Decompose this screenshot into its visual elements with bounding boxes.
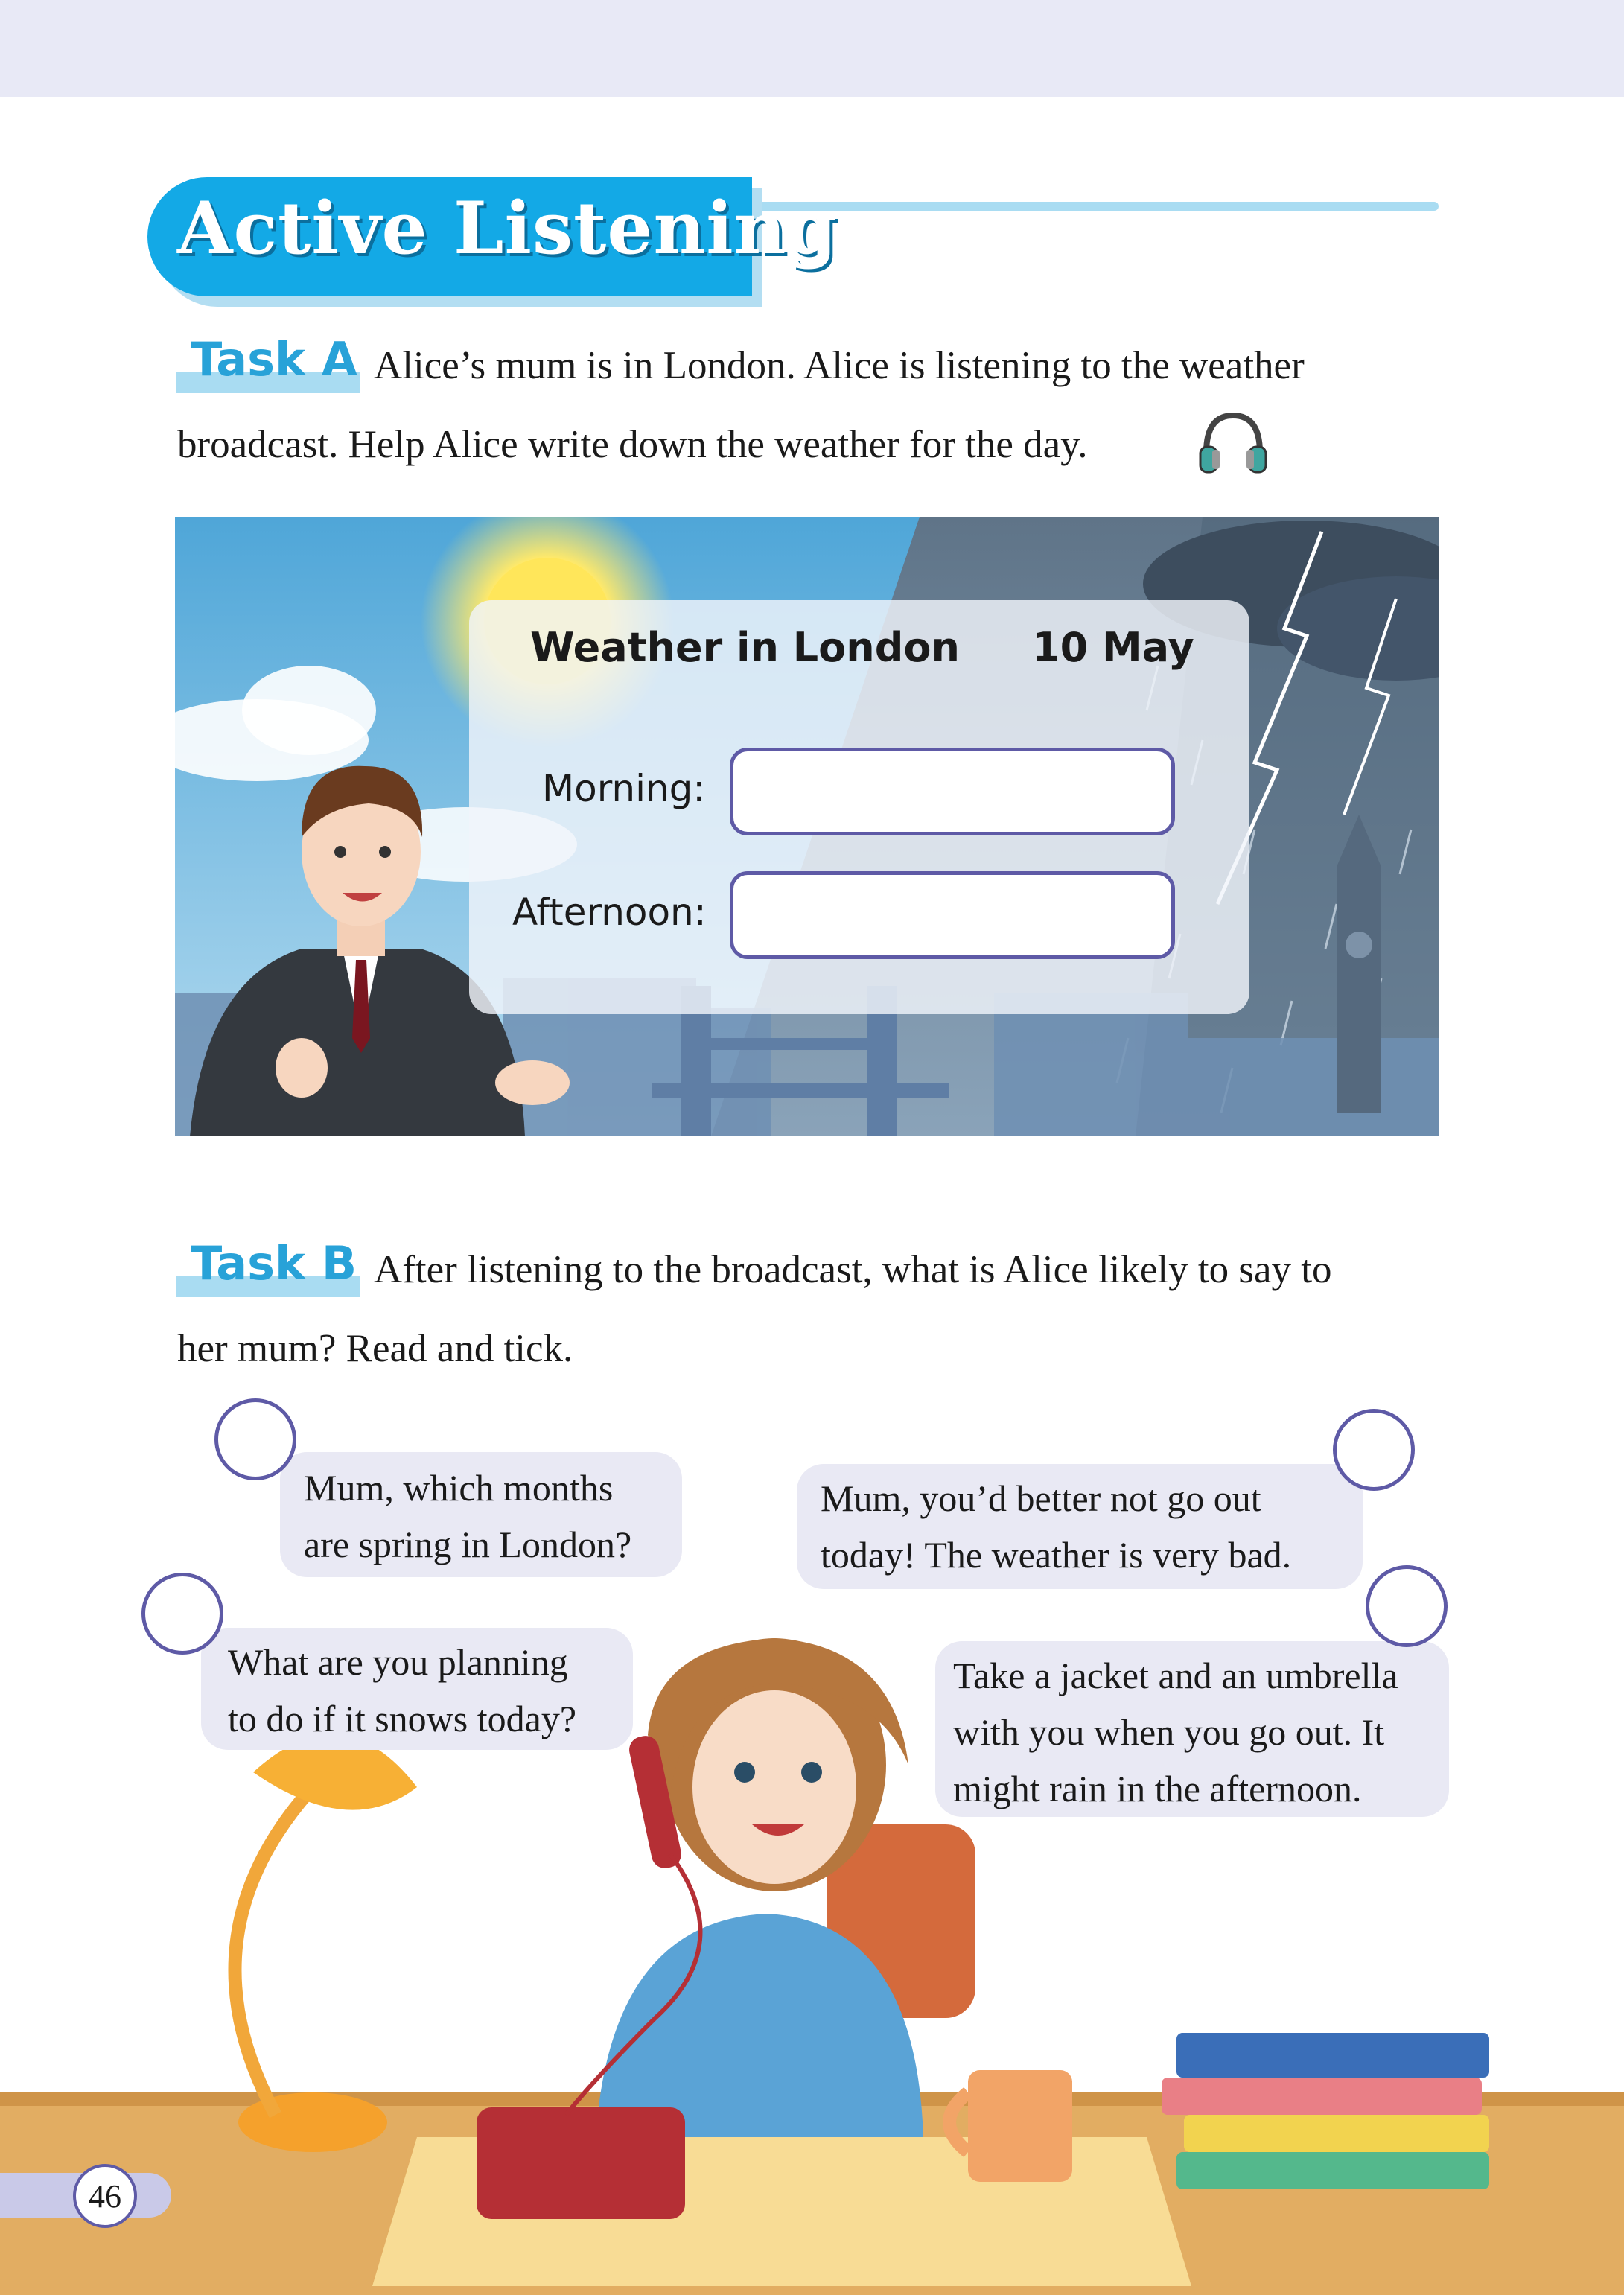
tick-circle-3[interactable]: [141, 1573, 223, 1655]
morning-label: Morning:: [542, 767, 706, 810]
weather-card-title: Weather in London: [530, 624, 960, 671]
heading-rule: [745, 202, 1439, 211]
bubble-3-line-1: What are you planning: [228, 1641, 568, 1683]
bubble-2-line-2: today! The weather is very bad.: [821, 1534, 1292, 1576]
bubble-2-line-1: Mum, you’d better not go out: [821, 1477, 1261, 1519]
bubble-4-line-1: Take a jacket and an umbrella: [953, 1655, 1398, 1696]
task-b-line-2: her mum? Read and tick.: [177, 1327, 573, 1370]
page-number: 46: [89, 2178, 121, 2215]
section-heading: Active Listening: [177, 186, 838, 270]
bubble-3-line-2: to do if it snows today?: [228, 1698, 577, 1739]
task-b-line-1: After listening to the broadcast, what is Alice likely to say to: [374, 1248, 1332, 1291]
headphones-icon: [1197, 408, 1269, 475]
afternoon-answer-box[interactable]: [730, 871, 1175, 959]
bubble-1-line-2: are spring in London?: [304, 1524, 632, 1565]
tick-circle-1[interactable]: [214, 1398, 296, 1480]
weather-card-date: 10 May: [1032, 624, 1194, 671]
task-a-line-1: Alice’s mum is in London. Alice is listening to the weather: [374, 344, 1305, 387]
bubble-4-line-3: might rain in the afternoon.: [953, 1768, 1362, 1809]
bubble-1-line-1: Mum, which months: [304, 1467, 614, 1509]
afternoon-label: Afternoon:: [512, 891, 707, 934]
task-a-line-2: broadcast. Help Alice write down the weather for the day.: [177, 423, 1088, 466]
tick-circle-2[interactable]: [1333, 1409, 1415, 1491]
task-a-label: Task A: [191, 332, 357, 386]
task-b-label: Task B: [191, 1236, 357, 1290]
bubble-4-line-2: with you when you go out. It: [953, 1711, 1385, 1753]
morning-answer-box[interactable]: [730, 748, 1175, 835]
top-band: [0, 0, 1624, 97]
tick-circle-4[interactable]: [1366, 1565, 1448, 1647]
